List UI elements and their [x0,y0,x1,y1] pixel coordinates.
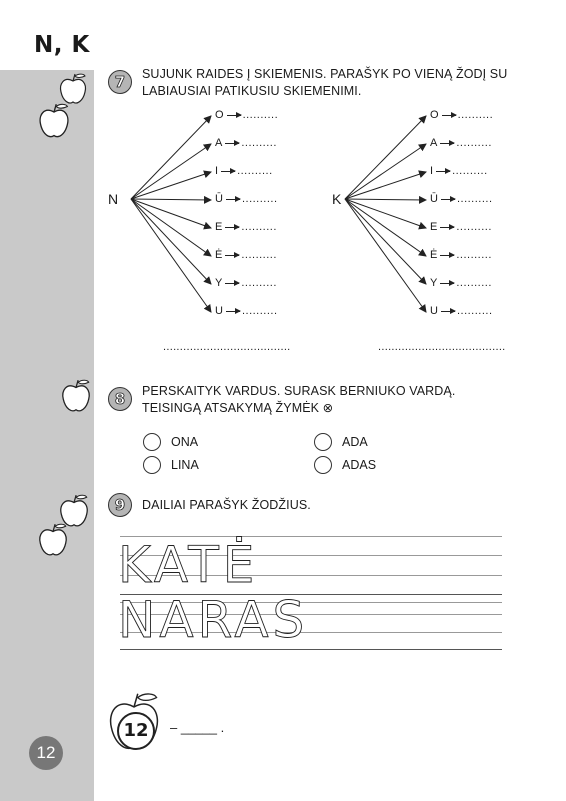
answer-dots[interactable]: .......... [456,137,492,149]
answer-dots[interactable]: .......... [456,221,492,233]
writing-baseline [120,649,502,650]
exercise-9-number: 9 [108,493,132,517]
answer-dots[interactable]: .......... [452,165,488,177]
option-label: LINA [171,458,199,472]
vowel-label: Ū [215,193,223,205]
vowel-label: O [430,109,439,121]
vowel-label: U [215,305,223,317]
answer-dots[interactable]: .......... [241,305,278,317]
radio-circle-icon[interactable] [314,456,332,474]
score-total: 12 [117,712,155,750]
fan-arrow-icon [131,144,211,199]
syllable-row-k-3[interactable] [430,193,493,205]
arrow-icon [442,115,456,116]
fan-arrow-icon [131,172,211,199]
syllable-row-n-1[interactable] [215,137,277,149]
answer-dots[interactable]: .......... [456,305,493,317]
page-title: N, K [34,32,90,58]
exercise-9-instruction: DAILIAI PARAŠYK ŽODŽIUS. [142,498,311,512]
fan-arrow-icon [131,199,211,284]
option-label: ADA [342,435,368,449]
vowel-label: Ū [430,193,438,205]
answer-dots[interactable]: .......... [237,165,273,177]
answer-dots[interactable]: .......... [456,249,492,261]
syllable-row-n-2[interactable] [215,165,273,177]
trace-word-naras[interactable]: NARAS [118,591,309,649]
fan-arrow-icon [131,116,211,199]
fan-arrow-icon [345,199,426,228]
trace-word-kate[interactable]: KATĖ [118,536,259,594]
vowel-label: Ė [215,249,223,261]
arrow-icon [440,283,454,284]
fan-arrow-icon [345,199,426,200]
arrow-icon [226,199,240,200]
option-adas[interactable] [314,456,376,474]
syllable-row-n-3[interactable] [215,193,278,205]
syllable-row-k-7[interactable] [430,305,493,317]
vowel-label: E [215,221,223,233]
radio-circle-icon[interactable] [314,433,332,451]
arrow-icon [225,143,239,144]
syllable-row-n-6[interactable] [215,277,277,289]
page-number: 12 [29,736,63,770]
arrow-icon [440,143,454,144]
option-ada[interactable] [314,433,368,451]
vowel-label: Ė [430,249,438,261]
root-letter-n: N [108,191,119,207]
answer-dots[interactable]: .......... [241,277,277,289]
answer-dots[interactable]: .......... [241,137,277,149]
arrow-icon [436,171,450,172]
answer-line-k[interactable]: ...................................... [378,341,506,353]
exercise-8-number: 8 [108,387,132,411]
syllable-row-n-0[interactable] [215,109,278,121]
exercise-7-number: 7 [108,70,132,94]
arrow-icon [225,227,239,228]
exercise-7-instruction: SUJUNK RAIDES Į SKIEMENIS. PARAŠYK PO VIENĄ ŽODĮ SU LABIAUSIAI PATIKUSIU SKIEMENIMI. [142,67,508,98]
answer-dots[interactable]: .......... [457,109,494,121]
syllable-row-n-4[interactable] [215,221,277,233]
syllable-row-k-4[interactable] [430,221,492,233]
vowel-label: A [430,137,438,149]
syllable-row-k-1[interactable] [430,137,492,149]
arrow-icon [227,115,241,116]
syllable-row-k-2[interactable] [430,165,488,177]
answer-dots[interactable]: .......... [241,193,278,205]
arrow-icon [440,255,454,256]
arrow-icon [226,311,240,312]
arrow-icon [225,255,239,256]
option-label: ONA [171,435,199,449]
arrow-icon [225,283,239,284]
syllable-row-k-5[interactable] [430,249,492,261]
fan-arrow-icon [131,199,211,256]
vowel-label: U [430,305,438,317]
radio-circle-icon[interactable] [143,456,161,474]
score-blank[interactable]: – _____ . [170,720,225,735]
arrow-icon [221,171,235,172]
syllable-row-k-6[interactable] [430,277,492,289]
fan-arrow-icon [131,199,211,228]
exercise-8-instruction: PERSKAITYK VARDUS. SURASK BERNIUKO VARDĄ. TEISINGĄ ATSAKYMĄ ŽYMĖK ⊗ [142,384,456,415]
fan-arrow-icon [345,172,426,199]
vowel-label: Y [430,277,438,289]
arrow-icon [441,311,455,312]
arrow-icon [440,227,454,228]
fan-arrow-icon [345,199,426,312]
syllable-row-k-0[interactable] [430,109,493,121]
option-ona[interactable] [143,433,198,451]
vowel-label: Y [215,277,223,289]
syllable-row-n-7[interactable] [215,305,278,317]
fan-arrow-icon [345,199,426,284]
fan-arrow-icon [345,116,426,199]
option-label: ADAS [342,458,377,472]
option-lina[interactable] [143,456,199,474]
radio-circle-icon[interactable] [143,433,161,451]
fan-arrow-icon [131,199,211,200]
answer-line-n[interactable]: ...................................... [163,341,291,353]
vowel-label: O [215,109,224,121]
fan-arrow-icon [345,199,426,256]
vowel-label: A [215,137,223,149]
fan-arrow-icon [131,199,211,312]
arrow-icon [441,199,455,200]
answer-dots[interactable]: .......... [242,109,279,121]
vowel-label: I [215,165,219,177]
answer-dots[interactable]: .......... [241,249,277,261]
answer-dots[interactable]: .......... [456,193,493,205]
vowel-label: I [430,165,434,177]
answer-dots[interactable]: .......... [456,277,492,289]
fan-arrow-icon [345,144,426,199]
vowel-label: E [430,221,438,233]
root-letter-k: K [332,191,342,207]
answer-dots[interactable]: .......... [241,221,277,233]
syllable-row-n-5[interactable] [215,249,277,261]
